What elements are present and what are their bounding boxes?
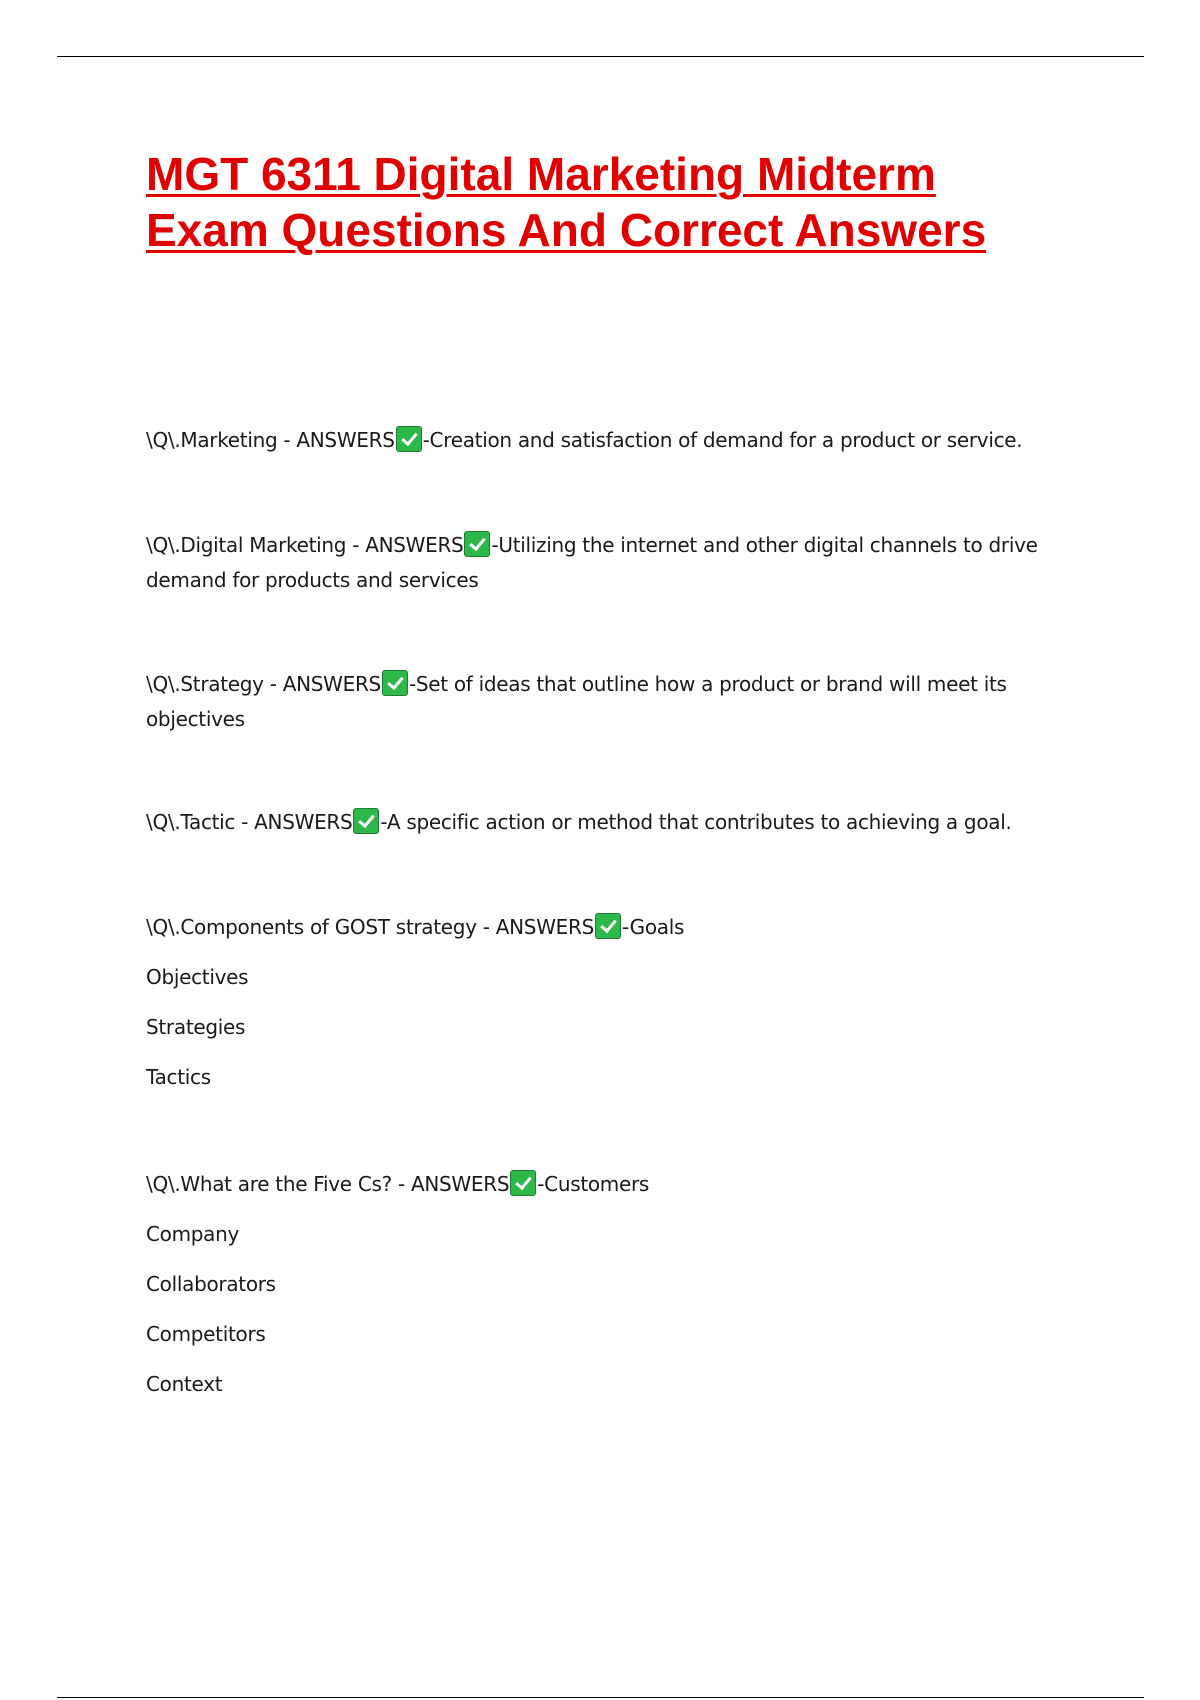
answer-item: Collaborators bbox=[146, 1272, 276, 1296]
document-title bbox=[146, 146, 1106, 258]
qa-first-line bbox=[146, 1167, 1076, 1202]
question-text: \Q\.What are the Five Cs? - ANSWERS bbox=[146, 1172, 510, 1196]
answer-item: Competitors bbox=[146, 1322, 266, 1346]
top-rule bbox=[57, 56, 1144, 57]
check-mark-icon bbox=[464, 531, 490, 557]
question-text: \Q\.Components of GOST strategy - ANSWERS bbox=[146, 915, 595, 939]
qa-item-tactic bbox=[146, 805, 1076, 840]
title-line-1: MGT 6311 Digital Marketing Midterm bbox=[146, 148, 936, 200]
answer-text: -A specific action or method that contributes to achieving a goal. bbox=[380, 810, 1012, 834]
check-mark-icon bbox=[510, 1170, 536, 1196]
qa-first-line bbox=[146, 910, 1076, 945]
check-mark-icon bbox=[595, 913, 621, 939]
check-mark-icon bbox=[353, 808, 379, 834]
check-mark-icon bbox=[396, 426, 422, 452]
question-text: \Q\.Strategy - ANSWERS bbox=[146, 672, 381, 696]
answer-text: -Utilizing the internet and other digital channels to drive demand for products and services bbox=[146, 533, 1038, 592]
answer-text: -Goals bbox=[622, 915, 685, 939]
bottom-rule bbox=[57, 1697, 1144, 1698]
question-text: \Q\.Marketing - ANSWERS bbox=[146, 428, 395, 452]
qa-item-marketing bbox=[146, 423, 1076, 458]
check-mark-icon bbox=[382, 670, 408, 696]
answer-item: Strategies bbox=[146, 1015, 246, 1039]
qa-item-gost-components bbox=[146, 910, 1076, 1095]
question-text: \Q\.Tactic - ANSWERS bbox=[146, 810, 353, 834]
answer-item: Tactics bbox=[146, 1065, 211, 1089]
qa-item-strategy bbox=[146, 667, 1076, 737]
answer-text: -Set of ideas that outline how a product or brand will meet its objectives bbox=[146, 672, 1007, 731]
answer-item: Objectives bbox=[146, 965, 249, 989]
qa-item-five-cs bbox=[146, 1167, 1076, 1402]
answer-item: Company bbox=[146, 1222, 240, 1246]
answer-item: Context bbox=[146, 1372, 223, 1396]
qa-item-digital-marketing bbox=[146, 528, 1076, 598]
question-text: \Q\.Digital Marketing - ANSWERS bbox=[146, 533, 464, 557]
title-line-2: Exam Questions And Correct Answers bbox=[146, 204, 987, 256]
answer-text: -Customers bbox=[537, 1172, 650, 1196]
answer-text: -Creation and satisfaction of demand for a product or service. bbox=[422, 428, 1023, 452]
